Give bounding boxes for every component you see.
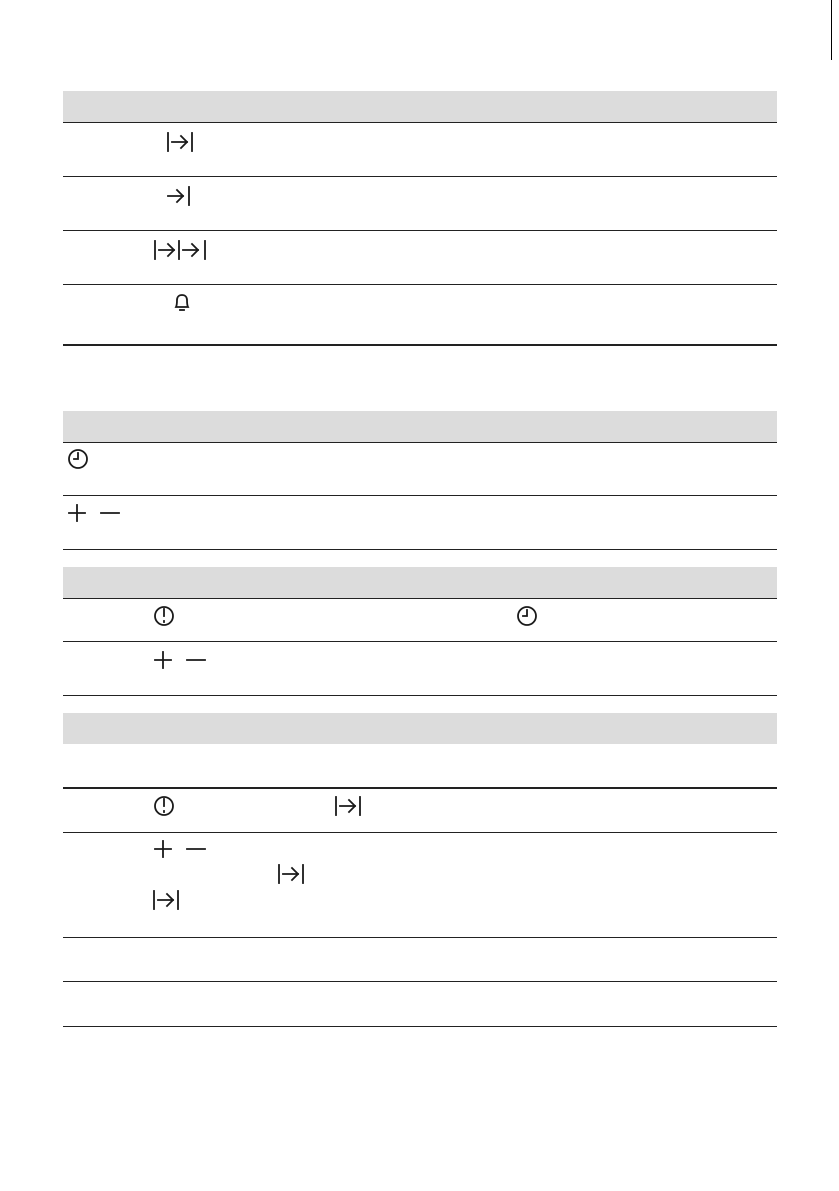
table3-bottom-rule: [63, 695, 777, 696]
timer-icon: [153, 605, 175, 627]
minus-icon: [186, 650, 206, 670]
table2-header: [63, 411, 777, 442]
duration-icon: [334, 796, 364, 816]
plus-icon: [153, 839, 173, 859]
clock-icon: [516, 605, 538, 627]
end-icon: [166, 186, 196, 206]
duration-icon: [166, 132, 196, 152]
table4-rule: [63, 937, 777, 938]
table3-rule: [63, 641, 777, 642]
table1-rule: [63, 122, 777, 123]
table4-rule: [63, 787, 777, 789]
time-delay-icon: [153, 240, 213, 260]
table1-rule: [63, 284, 777, 285]
table3-rule: [63, 598, 777, 599]
table4-rule: [63, 981, 777, 982]
table1-header: [63, 91, 777, 122]
table4-bottom-rule: [63, 1026, 777, 1027]
table4-rule: [63, 832, 777, 833]
table2-rule: [63, 442, 777, 443]
table1-rule: [63, 176, 777, 177]
minus-icon: [100, 503, 120, 523]
table4-header: [63, 713, 777, 744]
minus-icon: [186, 839, 206, 859]
table2-bottom-rule: [63, 549, 777, 550]
bell-icon: [173, 293, 191, 313]
duration-icon: [277, 864, 307, 884]
plus-icon: [153, 650, 173, 670]
clock-icon: [67, 448, 89, 470]
plus-icon: [67, 503, 87, 523]
table3-header: [63, 567, 777, 598]
table2-rule: [63, 495, 777, 496]
table1-rule: [63, 230, 777, 231]
duration-icon: [152, 890, 182, 910]
table1-bottom-rule: [63, 344, 777, 346]
page-margin-line: [831, 0, 832, 60]
timer-icon: [153, 795, 175, 817]
